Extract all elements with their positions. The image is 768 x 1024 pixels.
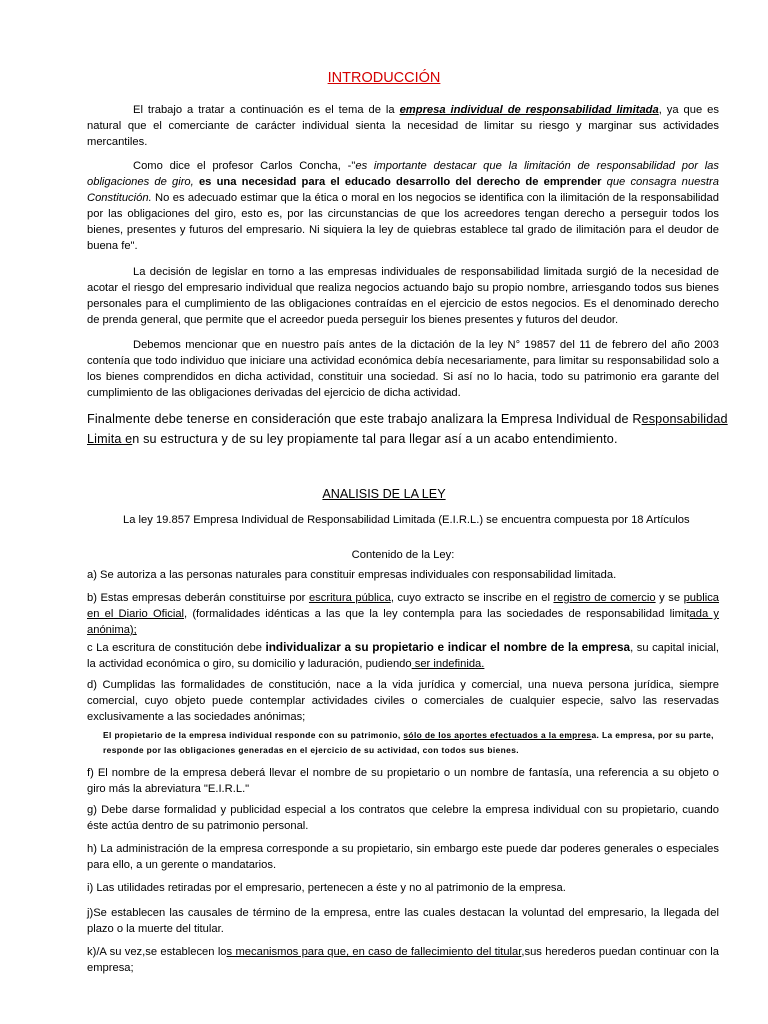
law-item-k xyxy=(87,944,719,976)
law-item-g: g) Debe darse formalidad y publicidad especial a los contratos que celebre la empresa individual con su propietario, cuando éste actúa dentro de su patrimonio personal. xyxy=(87,804,719,832)
text-run: k)/A su vez,se establecen lo xyxy=(87,946,227,958)
text-run: Como dice el profesor Carlos Concha, -" xyxy=(133,160,356,172)
law-item-d: d) Cumplidas las formalidades de constitución, nace a la vida jurídica y comercial, una nueva persona jurídica, siempre comercial, cuyo objeto puede contemplar actividades civiles o comerciales de cualquier especie, salvo las reservadas exclusivamente a las sociedades anónimas; xyxy=(87,679,719,723)
intro-paragraph-1 xyxy=(87,102,719,150)
law-item-h: h) La administración de la empresa corresponde a su propietario, sin embargo este puede dar poderes generales o especiales para ello, a un gerente o mandatarios. xyxy=(87,843,719,871)
intro-paragraph-5 xyxy=(87,409,728,449)
law-item-i: i) Las utilidades retiradas por el empresario, pertenecen a éste y no al patrimonio de la empresa. xyxy=(87,882,566,894)
text-run-bold-italic: empresa individual de responsabilidad limitada xyxy=(399,104,659,116)
text-run-underlined: ada y anónima); xyxy=(87,608,719,636)
law-item-f: f) El nombre de la empresa deberá llevar el nombre de su propietario o un nombre de fantasía, una referencia a su objeto o giro más la abreviatura "E.I.R.L." xyxy=(87,767,719,795)
text-run-italic: es importante destacar que la limitación de responsabilidad por las obligaciones de giro, xyxy=(87,160,719,188)
text-run-italic: que consagra nuestra Constitución. xyxy=(87,176,719,204)
text-run: n su estructura y de su ley propiamente tal para llegar así a un acabo entendimiento. xyxy=(132,432,618,446)
intro-paragraph-3: La decisión de legislar en torno a las empresas individuales de responsabilidad limitada surgió de la necesidad de acotar el riesgo del empresario individual que realiza negocios actuando bajo su propio nombre, arriesgando todos sus bienes personales para el cumplimiento de las obligaciones contraídas en el ejercicio de estos negocios. Es el denominado derecho de prenda general, que permite que el acreedor pueda perseguir los bienes presentes y futuros del deudor. xyxy=(87,266,719,326)
analysis-title: ANALISIS DE LA LEY xyxy=(322,487,446,501)
text-run-underlined: publica en el Diario Oficial xyxy=(87,592,720,620)
law-item-j: j)Se establecen las causales de término de la empresa, entre las cuales destacan la voluntad del empresario, la llegada del plazo o la muerte del titular. xyxy=(87,907,719,935)
analysis-lead: La ley 19.857 Empresa Individual de Responsabilidad Limitada (E.I.R.L.) se encuentra compuesta por 18 Artículos xyxy=(123,514,690,526)
text-run: a. La empresa, por su parte, responde por las obligaciones generadas en el ejercicio de su actividad, con todos sus bienes. xyxy=(103,730,714,755)
introduction-title: INTRODUCCIÓN xyxy=(327,70,441,86)
law-item-e xyxy=(103,728,719,758)
text-run-bold: individualizar a su propietario e indicar el nombre de la empresa xyxy=(265,640,631,654)
intro-paragraph-2 xyxy=(87,158,719,254)
text-run-underlined: sólo de los aportes efectuados a la empres xyxy=(403,730,592,740)
law-item-c xyxy=(87,639,719,672)
text-run: Finalmente debe tenerse en consideración que este trabajo analizara la Empresa Individual de R xyxy=(87,412,642,426)
text-run: ,sus herederos puedan continuar con la empresa; xyxy=(87,946,719,974)
text-run: El propietario de la empresa individual responde con su patrimonio, xyxy=(103,730,404,740)
text-run-underlined: s mecanismos para que, en caso de fallecimiento del titular xyxy=(226,946,522,958)
text-run-underlined: escritura pública xyxy=(308,592,391,604)
text-run: No es adecuado estimar que la ética o moral en los negocios se identifica con la ilimitación de la responsabilidad por las obligaciones del giro, esto es, por las circunstancias de que los acreedores tengan derecho a perseguir todos los bienes, presentes y futuros del empresario. Ni siquiera la ley de quiebras establece tal grado de ilimitación para el deudor de buena fe". xyxy=(87,192,719,252)
text-run: , (formalidades idénticas a las que la ley contempla para las sociedades de responsabilidad limit xyxy=(184,608,690,620)
law-item-b xyxy=(87,590,719,638)
text-run-underlined: esponsabilidad Limita e xyxy=(87,412,728,446)
text-run: , cuyo extracto se inscribe en el xyxy=(390,592,554,604)
text-run-bold: es una necesidad para el educado desarrollo del derecho de emprender xyxy=(193,176,602,188)
text-run: , su capital inicial, la actividad económica o giro, su domicilio y laduración, pudiendo xyxy=(87,642,720,670)
text-run-underlined: registro de comercio xyxy=(553,592,656,604)
intro-paragraph-4: Debemos mencionar que en nuestro país antes de la dictación de la ley N° 19857 del 11 de febrero del año 2003 contenía que todo individuo que iniciare una actividad económica debía necesariamente, para limitar su responsabilidad solo a los bienes comprendidos en dicha actividad, constituir una sociedad. Si así no lo hacia, todo su patrimonio era garante del cumplimiento de las obligaciones derivadas del ejercicio de dicha actividad. xyxy=(87,339,719,399)
law-contents-heading: Contenido de la Ley: xyxy=(351,549,455,561)
text-run-underlined: ser indefinida. xyxy=(411,658,485,670)
text-run: b) Estas empresas deberán constituirse por xyxy=(87,592,309,604)
law-item-a: a) Se autoriza a las personas naturales para constituir empresas individuales con responsabilidad limitada. xyxy=(87,569,617,581)
text-run: , ya que es natural que el comerciante de carácter individual sienta la necesidad de limitar su riesgo y marginar sus actividades mercantiles. xyxy=(87,104,719,148)
text-run: y se xyxy=(655,592,684,604)
text-run: El trabajo a tratar a continuación es el tema de la xyxy=(133,104,400,116)
text-run: c La escritura de constitución debe xyxy=(87,642,266,654)
